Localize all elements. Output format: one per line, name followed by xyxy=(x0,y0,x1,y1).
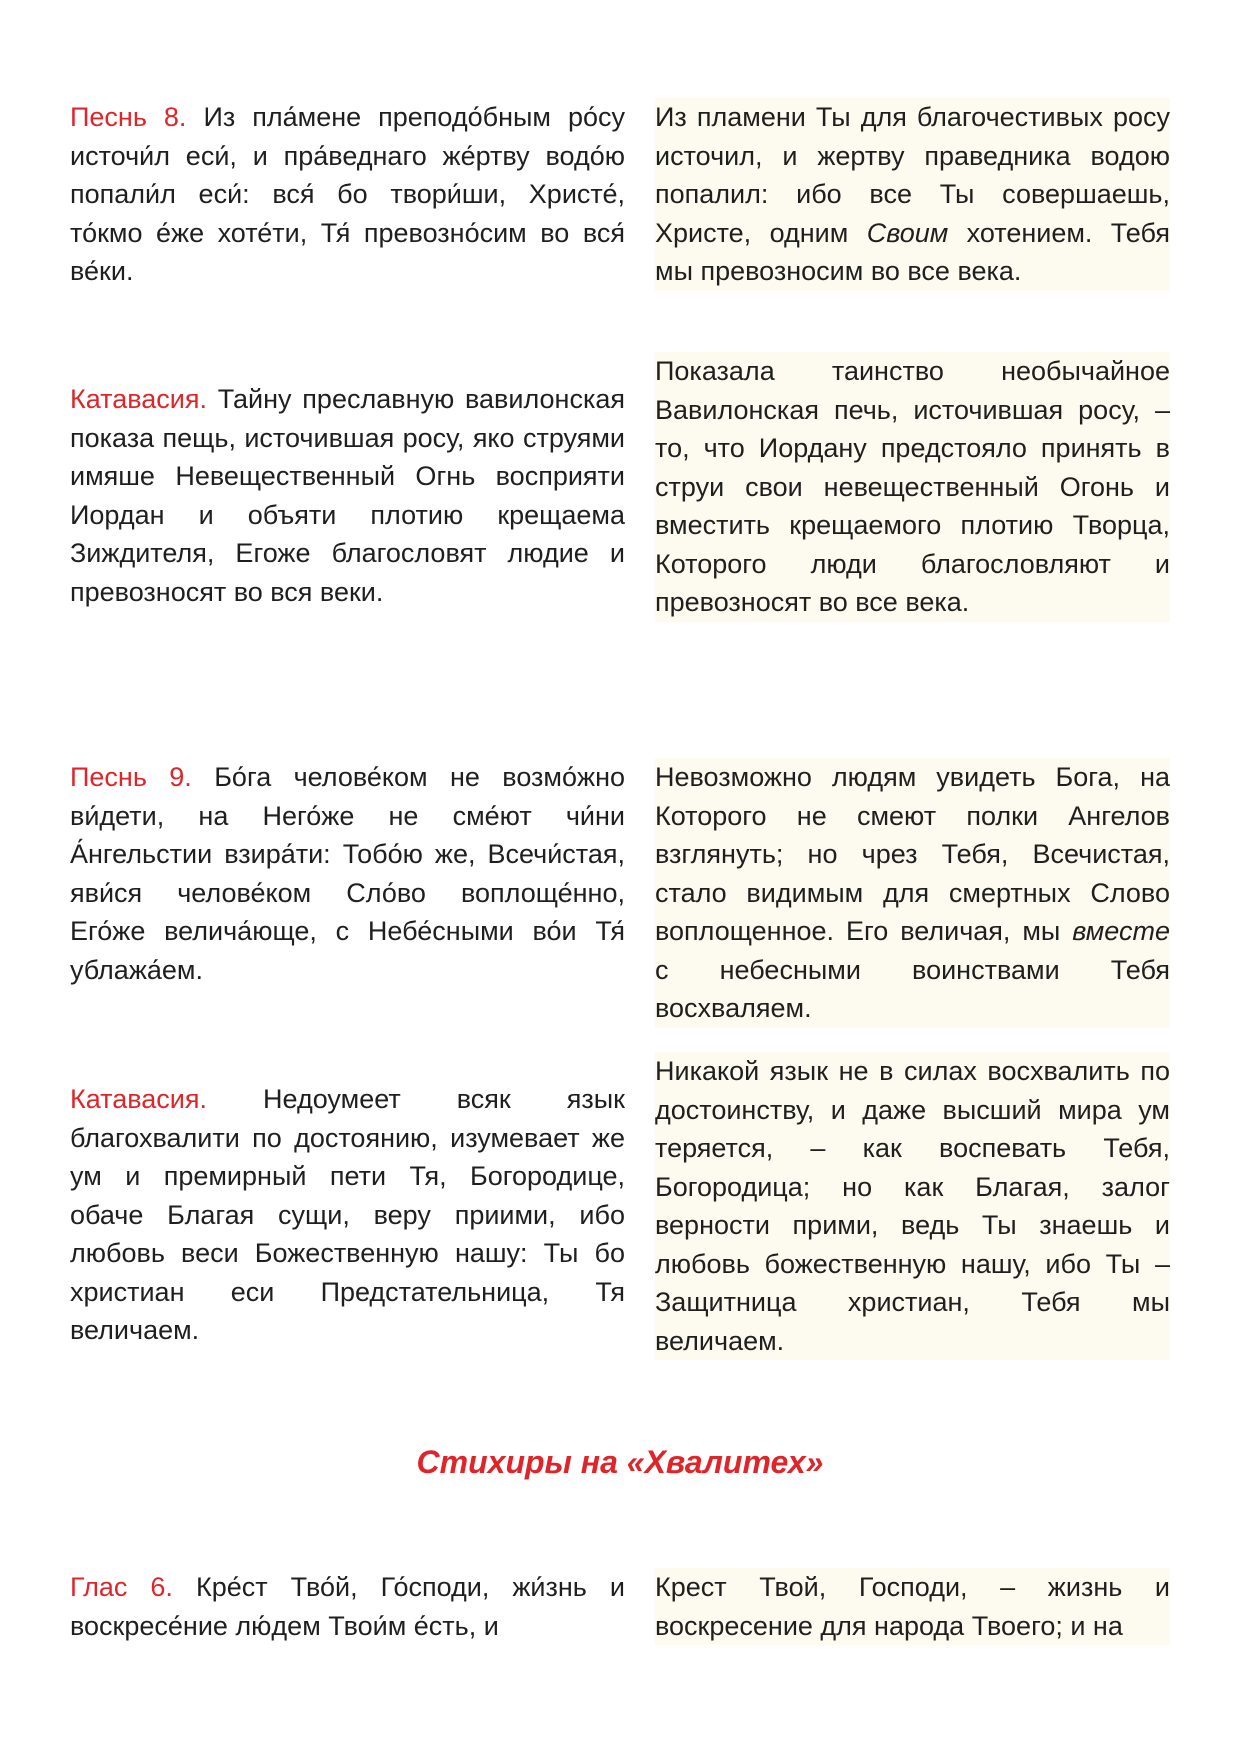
slavonic-text xyxy=(70,758,625,1028)
russian-body: Крест Твой, Господи, – жизнь и воскресение для народа Твоего; и на xyxy=(655,1572,1170,1641)
block-label: Катавасия. xyxy=(70,1084,207,1114)
russian-body: Из пламени Ты для благочестивых росу источил, и жертву праведника водою попалил: ибо все Ты совершаешь, Христе, одним xyxy=(655,102,1170,248)
hymn-block-katavasia-9 xyxy=(70,1052,1170,1360)
slavonic-body: Из пла́мене преподо́бным ро́су источи́л еси́, и пра́веднаго же́ртву водо́ю попали́л еси́: вся́ бо твори́ши, Христе́, то́кмо е́же хоте́ти, Тя́ превозно́сим во вся́ ве́ки. xyxy=(70,102,626,286)
russian-body: Показала таинство необычайное Вавилонская печь, источившая росу, – то, что Иордану предстояло принять в струи свои невещественный Огонь и вместить крещаемого плотию Творца, Которого люди благословляют и превозносят во все века. xyxy=(655,356,1170,617)
russian-body-end: хотением. Тебя мы превозносим во все века. xyxy=(655,217,1170,286)
slavonic-text xyxy=(70,380,625,622)
slavonic-body: Недоумеет всяк язык благохвалити по достоянию, изумевает же ум и премирный пети Тя, Богородице, обаче Благая сущи, веру приими, ибо любовь веси Божественную нашу: Ты бо христиан еси Предстательница, Тя величаем. xyxy=(70,1084,625,1345)
russian-body-end: с небесными воинствами Тебя восхваляем. xyxy=(655,954,1170,1023)
russian-text xyxy=(655,1568,1170,1645)
block-label: Песнь 9. xyxy=(70,762,192,792)
russian-text xyxy=(655,758,1170,1028)
hymn-block-tone-6 xyxy=(70,1568,1170,1645)
slavonic-text xyxy=(70,1080,625,1360)
russian-body: Невозможно людям увидеть Бога, на Которого не смеют полки Ангелов взглянуть; но чрез Тебя, Всечистая, стало видимым для смертных Слово воплощенное. Его величая, мы xyxy=(655,762,1170,946)
hymn-block-song-9 xyxy=(70,758,1170,1028)
slavonic-body: Бо́га челове́ком не возмо́жно ви́дети, на Него́же не сме́ют чи́ни А́нгельстии взира́ти: Тобо́ю же, Всечи́стая, яви́ся челове́ком Сло́во воплоще́нно, Его́же велича́юще, с Небе́сными во́и Тя́ ублажа́ем. xyxy=(70,762,625,985)
hymn-block-katavasia-8 xyxy=(70,352,1170,622)
slavonic-body: Кре́ст Тво́й, Го́споди, жи́знь и воскресе́ние лю́дем Твои́м е́сть, и xyxy=(70,1572,625,1641)
russian-italic: Своим xyxy=(866,217,949,248)
russian-text xyxy=(655,98,1170,291)
russian-text xyxy=(655,352,1170,622)
russian-body: Никакой язык не в силах восхвалить по достоинству, и даже высший мира ум теряется, – как воспевать Тебя, Богородица; но как Благая, залог верности прими, ведь Ты знаешь и любовь божественную нашу, ибо Ты – Защитница христиан, Тебя мы величаем. xyxy=(655,1056,1170,1356)
block-label: Песнь 8. xyxy=(70,102,187,132)
slavonic-text xyxy=(70,1568,625,1645)
slavonic-body: Тайну преславную вавилонская показа пещь, источившая росу, яко струями имяше Невещественный Огнь восприяти Иордан и объяти плотию крещаема Зиждителя, Егоже благословят людие и превозносят во вся веки. xyxy=(70,384,625,607)
slavonic-text xyxy=(70,98,625,291)
hymn-block-song-8 xyxy=(70,98,1170,291)
russian-text xyxy=(655,1052,1170,1360)
block-label: Глас 6. xyxy=(70,1572,173,1602)
block-label: Катавасия. xyxy=(70,384,207,414)
russian-italic: вместе xyxy=(1072,916,1170,946)
section-title: Стихиры на «Хвалитех» xyxy=(416,1444,824,1480)
